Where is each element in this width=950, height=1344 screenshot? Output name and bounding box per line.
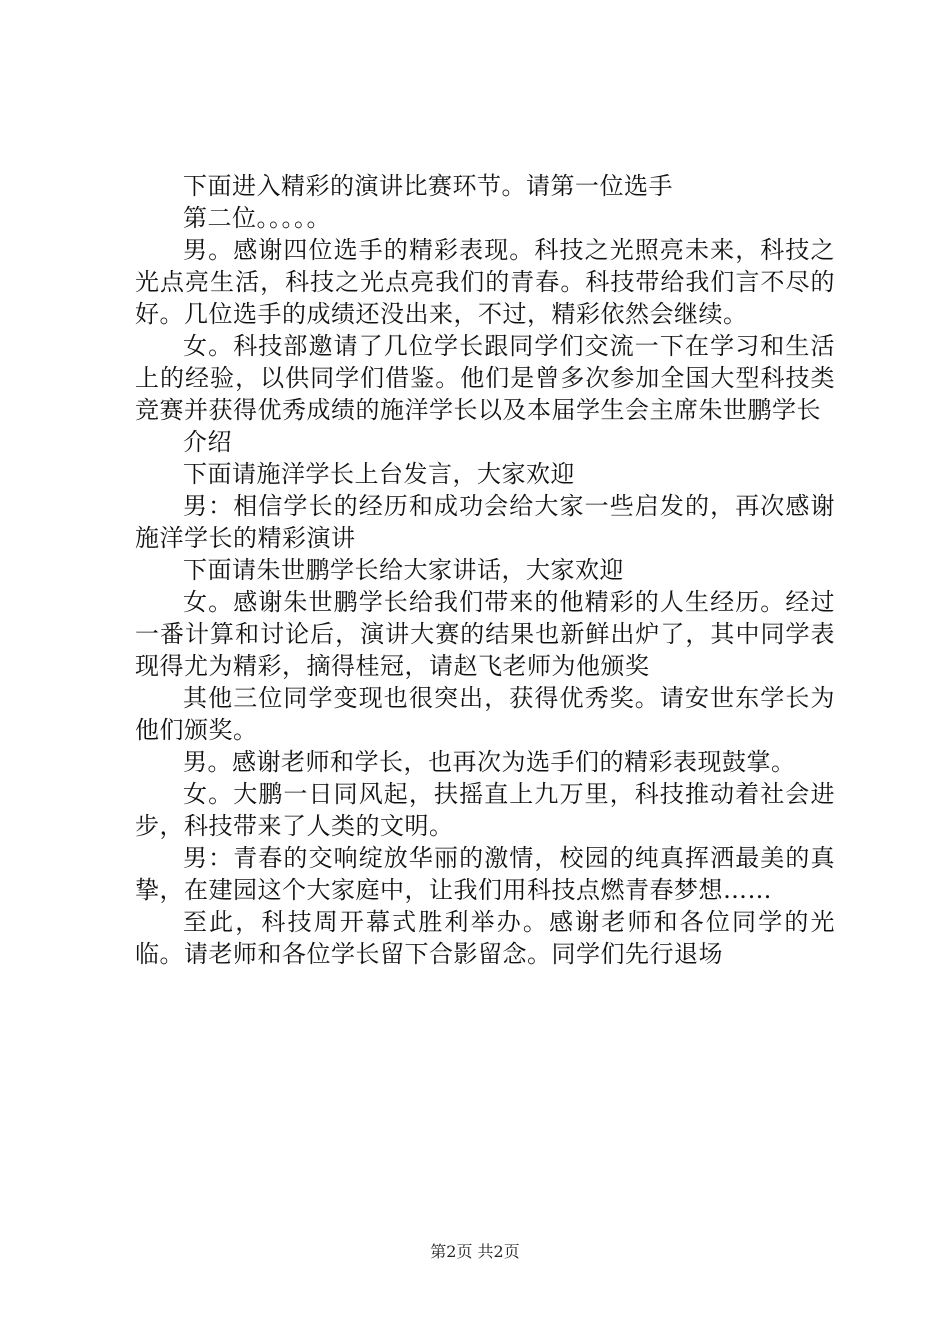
paragraph: 第二位。。。。。: [183, 204, 331, 232]
paragraph: 下面请施洋学长上台发言，大家欢迎: [183, 460, 575, 488]
paragraph: 下面进入精彩的演讲比赛环节。请第一位选手: [183, 172, 673, 200]
page-number-footer: 第2页 共2页: [430, 1242, 520, 1261]
paragraph: 男。感谢四位选手的精彩表现。科技之光照亮未来，科技之光点亮生活，科技之光点亮我们的青春。科技带给我们言不尽的好。几位选手的成绩还没出来，不过，精彩依然会继续。: [135, 236, 835, 328]
paragraph: 男：相信学长的经历和成功会给大家一些启发的，再次感谢施洋学长的精彩演讲: [135, 492, 835, 552]
paragraph: 介绍: [183, 428, 232, 456]
document-body: [135, 170, 835, 970]
paragraph: 其他三位同学变现也很突出，获得优秀奖。请安世东学长为他们颁奖。: [135, 684, 835, 744]
paragraph: 至此，科技周开幕式胜利举办。感谢老师和各位同学的光临。请老师和各位学长留下合影留念。同学们先行退场: [135, 908, 835, 968]
paragraph: 男。感谢老师和学长，也再次为选手们的精彩表现鼓掌。: [183, 748, 796, 776]
paragraph: 女。感谢朱世鹏学长给我们带来的他精彩的人生经历。经过一番计算和讨论后，演讲大赛的结果也新鲜出炉了，其中同学表现得尤为精彩，摘得桂冠，请赵飞老师为他颁奖: [135, 588, 835, 680]
paragraph: 女。科技部邀请了几位学长跟同学们交流一下在学习和生活上的经验，以供同学们借鉴。他们是曾多次参加全国大型科技类竞赛并获得优秀成绩的施洋学长以及本届学生会主席朱世鹏学长: [135, 332, 835, 424]
paragraph: 男：青春的交响绽放华丽的激情，校园的纯真挥洒最美的真挚，在建园这个大家庭中，让我们用科技点燃青春梦想……: [135, 844, 835, 904]
paragraph: 下面请朱世鹏学长给大家讲话，大家欢迎: [183, 556, 624, 584]
paragraph: 女。大鹏一日同风起，扶摇直上九万里，科技推动着社会进步，科技带来了人类的文明。: [135, 780, 835, 840]
